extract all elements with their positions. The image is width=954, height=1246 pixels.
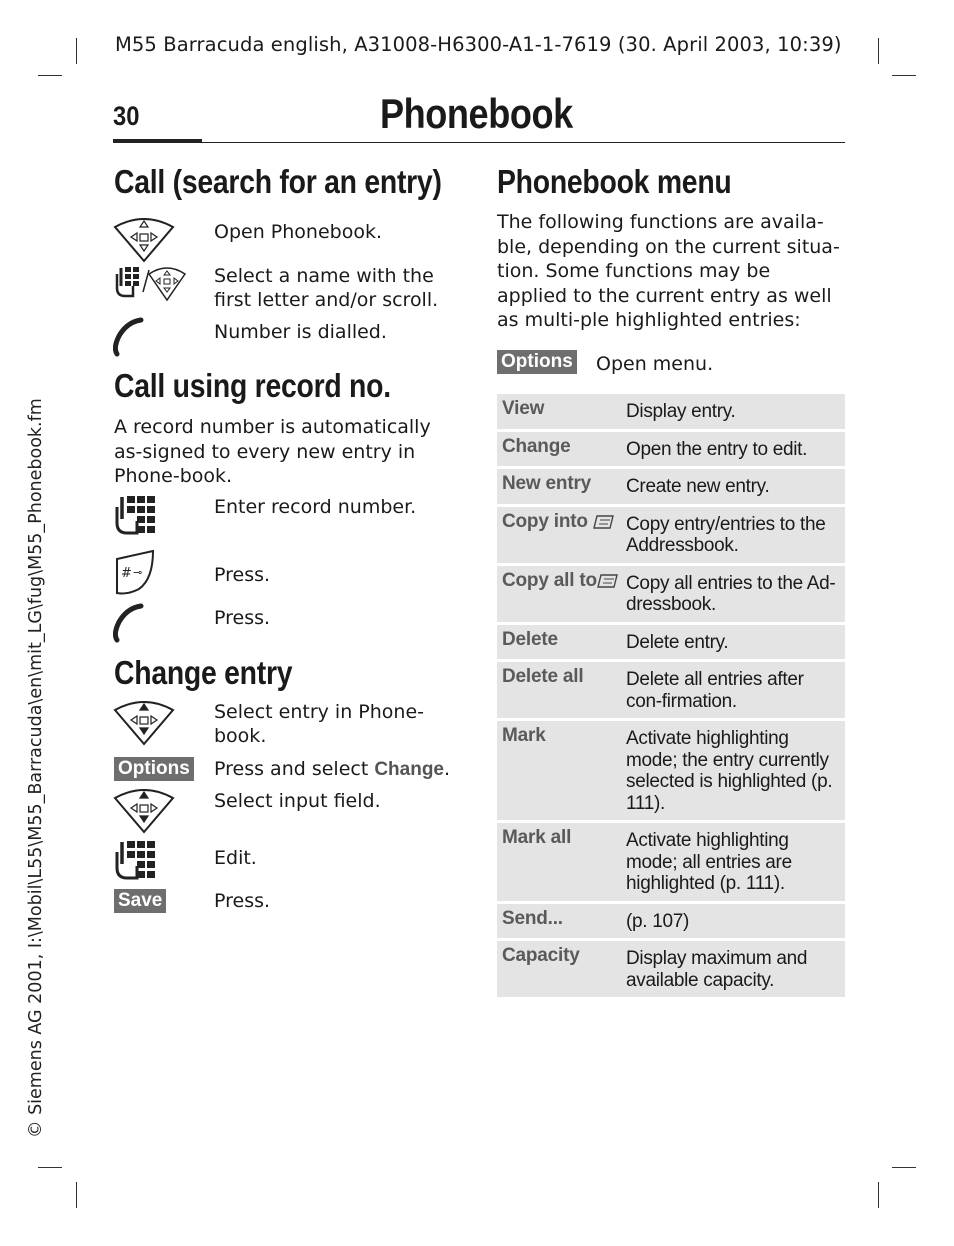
menu-row-mark[interactable] (497, 721, 845, 820)
menu-desc: Display entry. (626, 401, 736, 422)
options-text: Open menu. (596, 353, 714, 375)
menu-row-change[interactable] (497, 432, 845, 467)
document-header: M55 Barracuda english, A31008-H6300-A1-1-7619 (30. April 2003, 10:39) (115, 33, 842, 56)
menu-row-delete-all[interactable] (497, 662, 845, 718)
menu-desc: (p. 107) (626, 910, 690, 932)
crop-mark (76, 38, 77, 64)
step-text: Select entry in Phone-book. (214, 701, 425, 747)
menu-desc: Activate highlighting mode; the entry currently selected is highlighted (p. 111). (626, 728, 833, 814)
call-key-icon (113, 603, 147, 643)
menu-key: Change (502, 435, 571, 457)
menu-key: New entry (502, 473, 592, 494)
menu-row-copy-all-to[interactable] (497, 566, 845, 622)
menu-key: Copy into (502, 510, 588, 532)
menu-desc: Display maximum and available capacity. (626, 948, 808, 991)
keypad-nav-icon (113, 264, 187, 304)
svg-text:⊸: ⊸ (133, 566, 143, 579)
menu-row-delete[interactable] (497, 625, 845, 660)
step-text: Select a name with the first letter and/or scroll. (214, 265, 439, 311)
menu-desc: Open the entry to edit. (626, 438, 808, 460)
options-softkey[interactable]: Options (114, 757, 194, 781)
step-text: Number is dialled. (214, 321, 387, 343)
nav-key-icon (113, 215, 175, 263)
keypad-icon (113, 493, 157, 537)
crop-mark (76, 1182, 77, 1208)
step-text-after: . (444, 758, 451, 780)
menu-key: Mark all (502, 827, 572, 848)
header-rule (113, 142, 845, 143)
change-entry-heading: Change entry (114, 654, 293, 691)
step-text: Press. (214, 890, 271, 912)
step-text: Edit. (214, 847, 257, 869)
menu-desc: Create new entry. (626, 476, 770, 497)
hash-key-icon (113, 549, 157, 595)
menu-desc: Activate highlighting mode; all entries are highlighted (p. 111). (626, 830, 792, 894)
menu-desc: Copy entry/entries to the Addressbook. (626, 513, 826, 556)
call-search-heading: Call (search for an entry) (114, 163, 442, 200)
addressbook-icon (597, 571, 619, 589)
menu-desc: Delete all entries after con-firmation. (626, 669, 804, 712)
menu-key: Delete all (502, 666, 584, 687)
step-text: Press. (214, 564, 271, 586)
menu-row-copy-into[interactable] (497, 507, 845, 563)
menu-key-wrap (502, 511, 626, 557)
step-text: Select input field. (214, 790, 381, 812)
menu-key: Send... (502, 907, 563, 929)
call-key-icon (113, 317, 147, 357)
crop-mark (878, 38, 879, 64)
crop-mark (38, 1167, 62, 1168)
phonebook-menu-table (497, 394, 845, 1000)
crop-mark (892, 75, 916, 76)
options-softkey[interactable]: Options (497, 350, 577, 374)
change-inline-key: Change (374, 759, 445, 780)
menu-desc: Copy all entries to the Ad-dressbook. (626, 572, 836, 615)
phonebook-menu-heading: Phonebook menu (497, 163, 732, 200)
menu-key: View (502, 398, 545, 419)
step-text (214, 757, 450, 782)
menu-key: Delete (502, 628, 558, 650)
menu-row-mark-all[interactable] (497, 823, 845, 901)
menu-desc: Delete entry. (626, 631, 729, 653)
keypad-icon (113, 838, 157, 882)
step-text-before: Press and select (214, 758, 375, 780)
menu-row-new-entry[interactable] (497, 469, 845, 504)
page-title: Phonebook (380, 90, 573, 137)
side-file-path: © Siemens AG 2001, I:\Mobil\L55\M55_Barracuda\en\mit_LG\fug\M55_Phonebook.fm (26, 398, 46, 1138)
step-text: Press. (214, 607, 271, 629)
step-text: Open Phonebook. (214, 221, 382, 243)
save-softkey[interactable]: Save (114, 889, 166, 913)
menu-row-view[interactable] (497, 394, 845, 429)
svg-text:#: # (121, 566, 132, 581)
addressbook-icon (593, 512, 615, 530)
nav-key-icon (113, 786, 175, 834)
menu-key: Copy all to (502, 569, 597, 591)
step-text: Enter record number. (214, 496, 417, 518)
phonebook-menu-intro: The following functions are availa-ble, depending on the current situa-tion. Some functions may be applied to the current entry as well as multi-ple highlighted entries: (497, 211, 840, 331)
menu-key: Capacity (502, 945, 580, 966)
crop-mark (878, 1182, 879, 1208)
menu-row-send[interactable] (497, 904, 845, 939)
call-record-heading: Call using record no. (114, 367, 391, 404)
menu-row-capacity[interactable] (497, 941, 845, 997)
crop-mark (892, 1167, 916, 1168)
menu-key: Mark (502, 725, 546, 746)
page-number: 30 (113, 101, 140, 131)
nav-key-icon (113, 698, 175, 746)
menu-key-wrap (502, 570, 622, 616)
crop-mark (38, 75, 62, 76)
call-record-intro: A record number is automatically as-signed to every new entry in Phone-book. (114, 416, 431, 487)
